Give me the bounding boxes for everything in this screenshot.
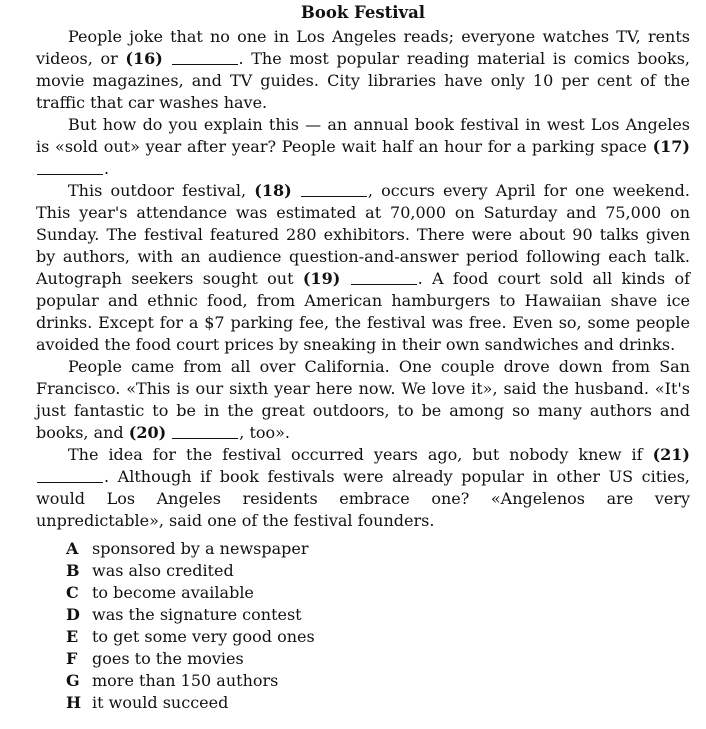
- answer-option: [66, 692, 690, 714]
- option-letter: C: [66, 583, 79, 602]
- answer-option: [66, 538, 690, 560]
- gap-blank: [301, 182, 367, 197]
- paragraph-text: , too».: [239, 423, 291, 442]
- gap-number: (16): [125, 49, 163, 68]
- answer-option: [66, 604, 690, 626]
- paragraph-text: . Although if book festivals were already popular in other US cities, would Los Angeles residents embrace one? «Angelenos are very unpredictable», said one of the festival founders.: [36, 467, 690, 530]
- option-text: to get some very good ones: [92, 627, 315, 646]
- article-paragraph: [36, 26, 690, 114]
- article-paragraph: [36, 444, 690, 532]
- answer-option: [66, 560, 690, 582]
- answer-option: [66, 670, 690, 692]
- option-text: was also credited: [92, 561, 234, 580]
- gap-blank: [172, 424, 238, 439]
- option-letter: E: [66, 627, 79, 646]
- gap-blank: [37, 468, 103, 483]
- answer-option: [66, 648, 690, 670]
- option-text: was the signature contest: [92, 605, 302, 624]
- gap-number: (21): [652, 445, 690, 464]
- option-text: sponsored by a newspaper: [92, 539, 309, 558]
- gap-number: (20): [128, 423, 167, 442]
- paragraph-text: , occurs every April for one weekend. This year's attendance was estimated at 70,000 on Saturday and 75,000 on Sunday. The festival featured 280 exhibitors. There were about 90 talks given by authors, with an audience question-and-answer period following each talk. Autograph seekers sought out: [36, 181, 690, 288]
- answer-option: [66, 582, 690, 604]
- article-paragraph: [36, 180, 690, 356]
- option-letter: D: [66, 605, 80, 624]
- gap-number: (17): [652, 137, 690, 156]
- paragraph-text: People came from all over California. One couple drove down from San Francisco. «This is our sixth year here now. We love it», said the husband. «It's just fantastic to be in the great outdoors, to be among so many authors and books, and: [36, 357, 690, 442]
- document-title: Book Festival: [300, 3, 426, 22]
- article-paragraph: [36, 356, 690, 444]
- option-text: more than 150 authors: [92, 671, 279, 690]
- gap-number: (18): [254, 181, 292, 200]
- gap-blank: [172, 50, 238, 65]
- answer-options-list: [66, 538, 690, 714]
- option-text: it would succeed: [92, 693, 229, 712]
- option-text: to become available: [92, 583, 254, 602]
- paragraph-text: . The most popular reading material is comics books, movie magazines, and TV guides. City libraries have only 10 per cent of the traffic that car washes have.: [36, 49, 691, 112]
- option-text: goes to the movies: [92, 649, 244, 668]
- paragraph-text: . A food court sold all kinds of popular and ethnic food, from American hamburgers to Hawaiian shave ice drinks. Except for a $7 parking fee, the festival was free. Even so, some people avoided the food court prices by sneaking in their own sandwiches and drinks.: [36, 269, 691, 354]
- gap-blank: [37, 160, 103, 175]
- option-letter: A: [66, 539, 79, 558]
- option-letter: G: [66, 671, 80, 690]
- article-body: [36, 26, 690, 532]
- option-letter: H: [66, 693, 82, 712]
- paragraph-text: The idea for the festival occurred years ago, but nobody knew if: [68, 445, 653, 464]
- paragraph-text: .: [104, 159, 110, 178]
- article-paragraph: [36, 114, 690, 180]
- paragraph-text: This outdoor festival,: [68, 181, 255, 200]
- gap-number: (19): [302, 269, 341, 288]
- option-letter: B: [66, 561, 80, 580]
- option-letter: F: [66, 649, 78, 668]
- paragraph-text: People joke that no one in Los Angeles reads; everyone watches TV, rents videos, or: [36, 27, 690, 68]
- gap-blank: [351, 270, 417, 285]
- answer-option: [66, 626, 690, 648]
- paragraph-text: But how do you explain this — an annual book festival in west Los Angeles is «sold out» year after year? People wait half an hour for a parking space: [36, 115, 690, 156]
